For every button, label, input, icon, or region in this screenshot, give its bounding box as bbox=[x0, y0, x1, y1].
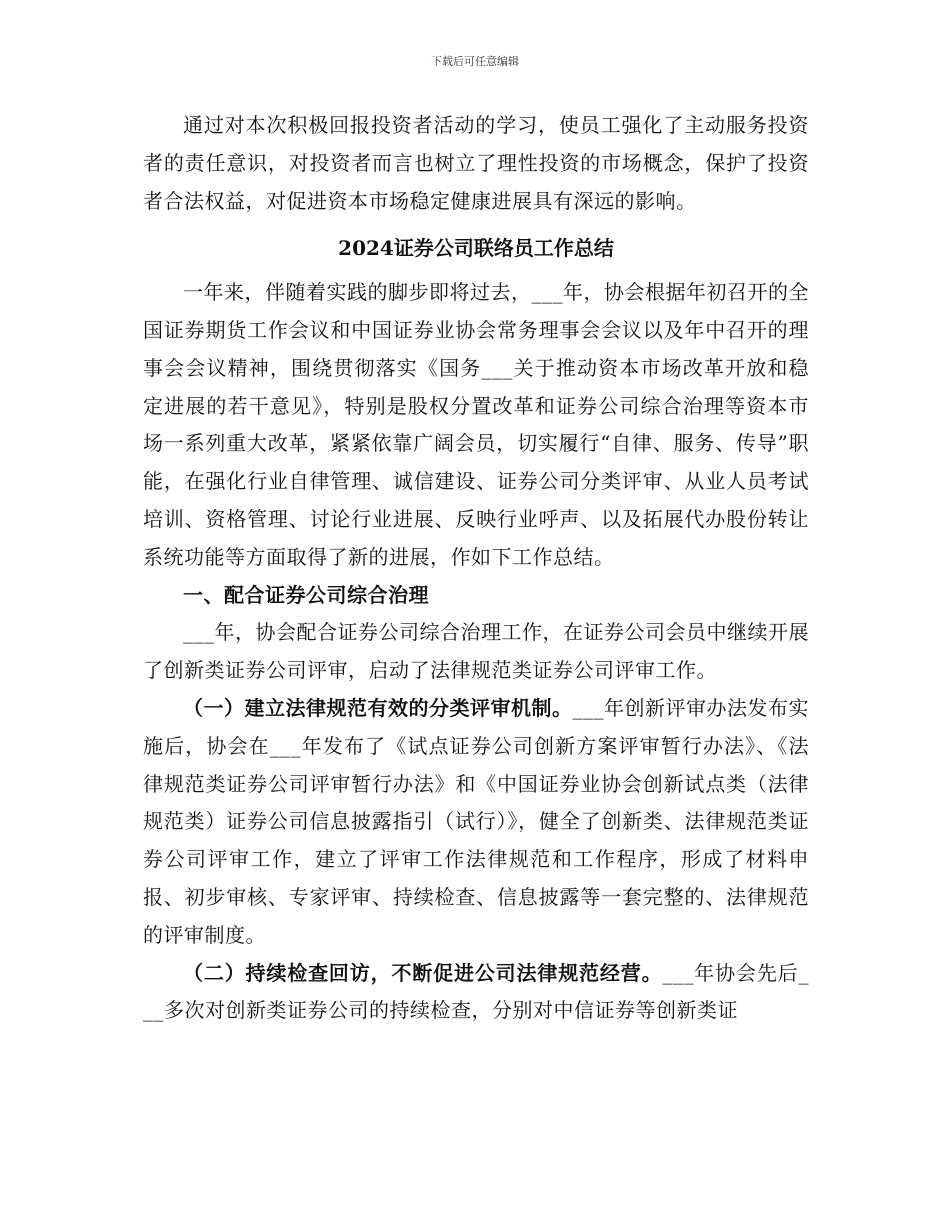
item2-paragraph bbox=[143, 955, 809, 1031]
document-title: 2024证券公司联络员工作总结 bbox=[338, 236, 614, 261]
item1-body: ___年创新评审办法发布实施后，协会在___年发布了《试点证券公司创新方案评审暂行办法》、《法律规范类证券公司评审暂行办法》和《中国证券业协会创新试点类（法律规范类）证券公司信息披露指引（试行）》，健全了创新类、法律规范类证券公司评审工作，建立了评审工作法律规范和工作程序，形成了材料申报、初步审核、专家评审、持续检查、信息披露等一套完整的、法律规范的评审制度。 bbox=[143, 695, 809, 947]
section1-paragraph: ___年，协会配合证券公司综合治理工作，在证券公司会员中继续开展了创新类证券公司评审，启动了法律规范类证券公司评审工作。 bbox=[143, 620, 809, 683]
summary-paragraph: 一年来，伴随着实践的脚步即将过去，___年，协会根据年初召开的全国证券期货工作会议和中国证券业协会常务理事会会议以及年中召开的理事会会议精神，围绕贯彻落实《国务___关于推动资本市场改革开放和稳定进展的若干意见》，特别是股权分置改革和证券公司综合治理等资本市场一系列重大改革，紧紧依靠广阔会员，切实履行“自律、服务、传导”职能，在强化行业自律管理、诚信建设、证券公司分类评审、从业人员考试培训、资格管理、讨论行业进展、反映行业呼声、以及拓展代办股份转让系统功能等方面取得了新的进展，作如下工作总结。 bbox=[143, 280, 809, 569]
item1-lead: （一）建立法律规范有效的分类评审机制。 bbox=[183, 695, 573, 720]
item2-body: ___年协会先后___多次对创新类证券公司的持续检查，分别对中信证券等创新类证 bbox=[143, 960, 810, 1023]
item2-lead: （二）持续检查回访，不断促进公司法律规范经营。 bbox=[183, 960, 663, 985]
page-header-note: 下载后可任意编辑 bbox=[431, 55, 519, 68]
item1-paragraph bbox=[143, 690, 809, 955]
intro-paragraph: 通过对本次积极回报投资者活动的学习，使员工强化了主动服务投资者的责任意识，对投资者而言也树立了理性投资的市场概念，保护了投资者合法权益，对促进资本市场稳定健康进展具有深远的影响。 bbox=[143, 113, 809, 213]
document-body bbox=[143, 107, 809, 1030]
section-heading-1: 一、配合证券公司综合治理 bbox=[183, 582, 429, 607]
